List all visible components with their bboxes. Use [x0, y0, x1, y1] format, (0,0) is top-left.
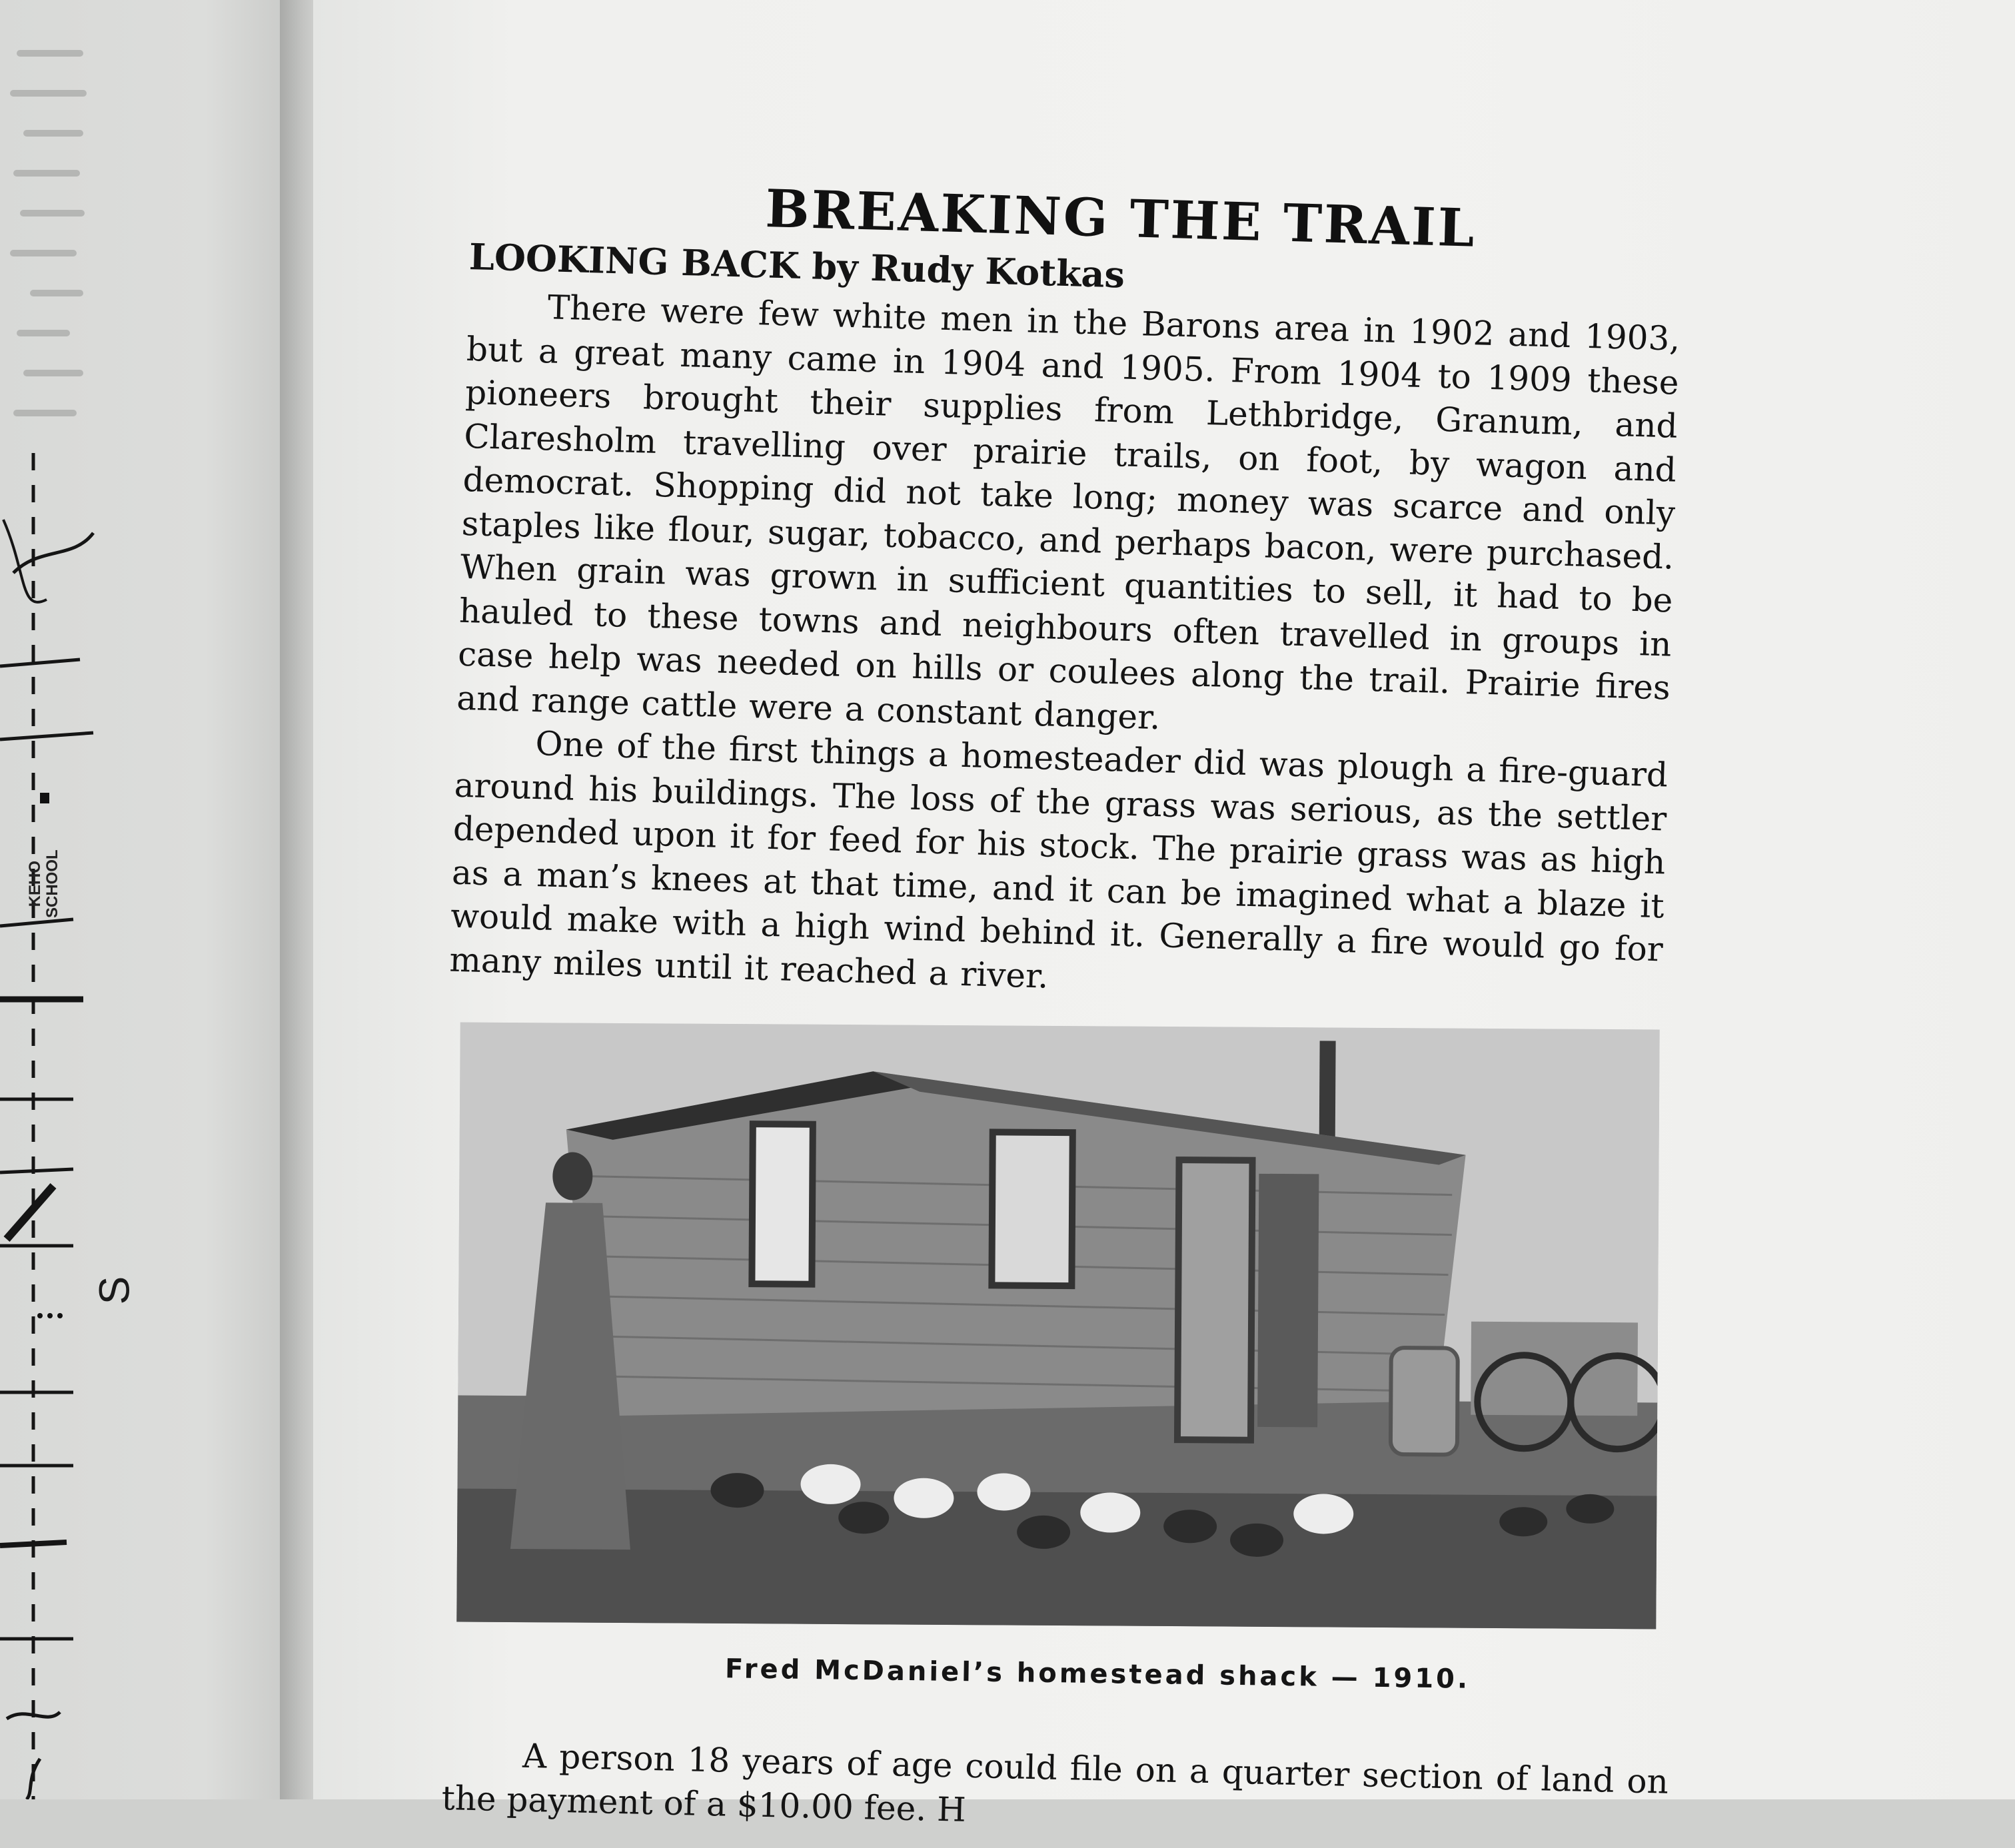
- paragraph-1: There were few white men in the Barons area in 1902 and 1903, but a great many came in 1904 and 1905. From 1904 to 1909 these pioneers brought their supplies from Lethbridge, Granum, and Claresholm travelling over prairie trails, on foot, by wagon and democrat. Shopping did not take long; money was scarce and only staples like flour, sugar, tobacco, and perhaps bacon, were purchased. When grain was grown in sufficient quantities to sell, it had to be hauled to these towns and neighbours often travelled in groups in case help was needed on hills or coulees along the trail. Prairie fires and range cattle were a constant danger.: [456, 288, 1681, 737]
- map-label-school: SCHOOL: [43, 849, 61, 918]
- byline: LOOKING BACK by Rudy Kotkas: [468, 234, 1125, 296]
- paragraph-3-partial: A person 18 years of age could file on a quarter section of land on the payment of a $10.00 fee. H: [441, 1736, 1669, 1829]
- homestead-photo: [456, 1023, 1659, 1629]
- map-place-label: [27, 849, 61, 918]
- map-label-keho: KEHO: [26, 861, 44, 907]
- photo-caption: Fred McDaniel’s homestead shack — 1910.: [724, 1653, 1471, 1695]
- article-body: [449, 233, 1682, 1015]
- compass-south-label: S: [90, 1276, 139, 1305]
- homestead-photo-illustration: [456, 1023, 1659, 1629]
- paragraph-2: One of the first things a homesteader did was plough a fire-guard around his buildings. The loss of the grass was serious, as the settler depended upon it for feed for his stock. The prairie grass was as high as a man’s knees at that time, and it can be imagined what a blaze it would make with a high wind behind it. Generally a fire would go for many miles until it reached a river.: [448, 724, 1669, 996]
- left-page: [0, 0, 293, 1799]
- page-title: BREAKING THE TRAIL: [764, 179, 1477, 259]
